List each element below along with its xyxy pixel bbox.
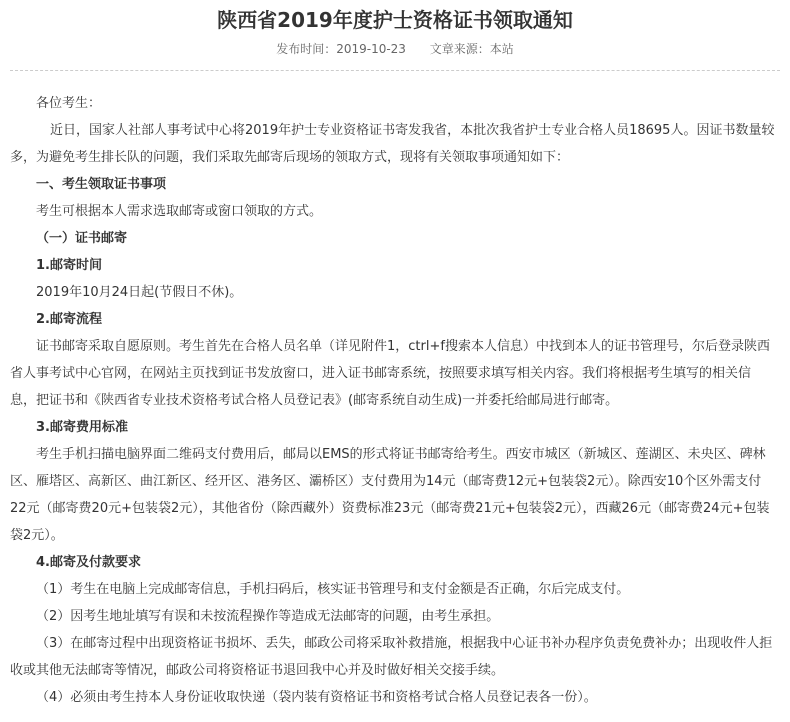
item-heading-mail-time: 1.邮寄时间 (36, 258, 102, 273)
section-heading-1: 一、考生领取证书事项 (36, 177, 167, 192)
item-heading-payment-requirements: 4.邮寄及付款要求 (36, 555, 141, 570)
requirement-1: （1）考生在电脑上完成邮寄信息，手机扫码后，核实证书管理号和支付金额是否正确，尔后完成支付。 (36, 582, 630, 597)
item-text-mail-fee: 考生手机扫描电脑界面二维码支付费用后，邮局以EMS的形式将证书邮寄给考生。西安市城区（新城区、莲湖区、未央区、碑林区、雁塔区、高新区、曲江新区、经开区、港务区、灞桥区）支付费用为14元（邮寄费12元+包装袋2元）。除西安10个区外需支付22元（邮寄费20元+包装袋2元），其他省份（除西藏外）资费标准23元（邮寄费21元+包装袋2元），西藏26元（邮寄费24元+包装袋2元）。 (10, 447, 770, 543)
publish-time: 发布时间：2019-10-23 (276, 42, 406, 56)
item-text-mail-time: 2019年10月24日起(节假日不休)。 (36, 285, 243, 300)
page-title: 陕西省2019年度护士资格证书领取通知 (217, 8, 573, 32)
article-body (10, 90, 776, 711)
subsection-heading-mail: （一）证书邮寄 (36, 231, 128, 246)
greeting: 各位考生： (36, 96, 102, 111)
item-text-mail-process: 证书邮寄采取自愿原则。考生首先在合格人员名单（详见附件1，ctrl+f搜索本人信息）中找到本人的证书管理号，尔后登录陕西省人事考试中心官网，在网站主页找到证书发放窗口，进入证书邮寄系统，按照要求填写相关内容。我们将根据考生填写的相关信息，把证书和《陕西省专业技术资格考试合格人员登记表》(邮寄系统自动生成)一并委托给邮局进行邮寄。 (10, 339, 770, 408)
article-source: 文章来源：本站 (429, 42, 514, 56)
item-heading-mail-fee: 3.邮寄费用标准 (36, 420, 128, 435)
intro-paragraph: 近日，国家人社部人事考试中心将2019年护士专业资格证书寄发我省，本批次我省护士专业合格人员18695人。因证书数量较多，为避免考生排长队的问题，我们采取先邮寄后现场的领取方式，现将有关领取事项通知如下： (10, 123, 775, 165)
requirement-3: （3）在邮寄过程中出现资格证书损坏、丢失，邮政公司将采取补救措施，根据我中心证书补办程序负责免费补办；出现收件人拒收或其他无法邮寄等情况，邮政公司将资格证书退回我中心并及时做好相关交接手续。 (10, 636, 773, 678)
requirement-4: （4）必须由考生持本人身份证收取快递（袋内装有资格证书和资格考试合格人员登记表各一份）。 (36, 690, 597, 705)
item-heading-mail-process: 2.邮寄流程 (36, 312, 102, 327)
section-1-text: 考生可根据本人需求选取邮寄或窗口领取的方式。 (36, 204, 323, 219)
requirement-2: （2）因考生地址填写有误和未按流程操作等造成无法邮寄的问题，由考生承担。 (36, 609, 500, 624)
article-meta (0, 40, 790, 58)
divider (10, 70, 780, 71)
